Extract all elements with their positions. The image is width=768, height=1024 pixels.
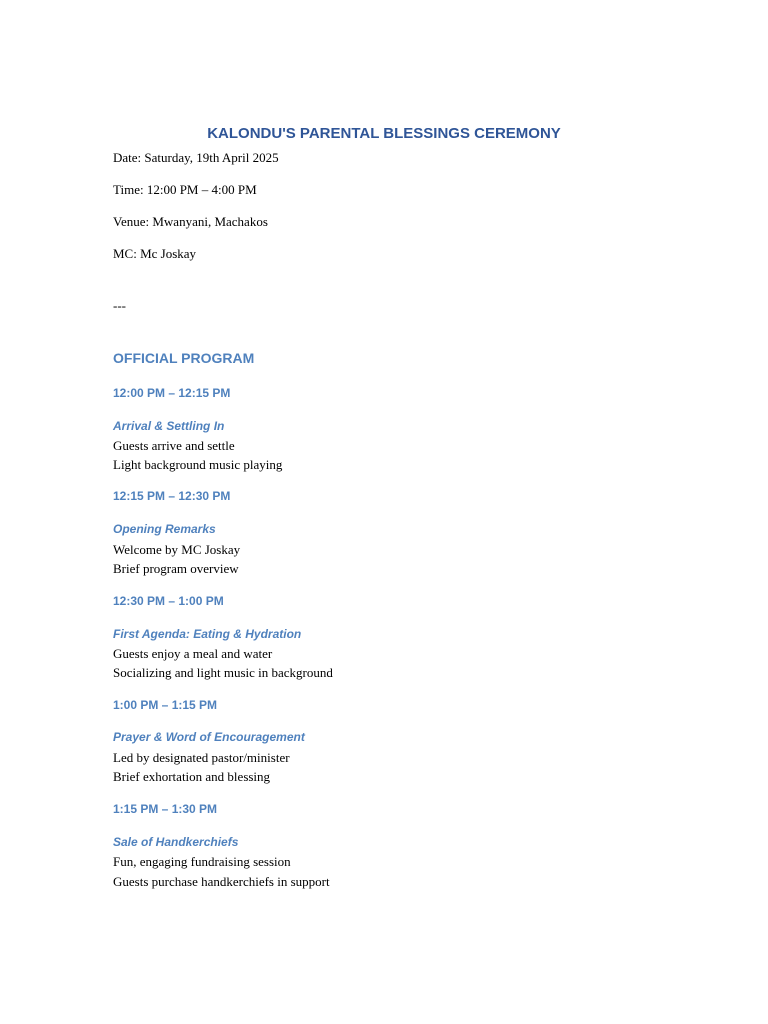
program-item-title: Opening Remarks xyxy=(113,522,216,536)
separator-text: --- xyxy=(113,298,126,313)
program-item-line: Guests enjoy a meal and water xyxy=(113,646,273,661)
event-date: Date: Saturday, 19th April 2025 xyxy=(113,150,279,165)
program-item-line: Guests purchase handkerchiefs in support xyxy=(113,874,330,889)
program-item-time: 12:00 PM – 12:15 PM xyxy=(113,386,231,400)
program-item-title: Prayer & Word of Encouragement xyxy=(113,730,305,744)
program-item-time: 12:30 PM – 1:00 PM xyxy=(113,594,224,608)
program-item-line: Led by designated pastor/minister xyxy=(113,750,290,765)
program-item-time: 12:15 PM – 12:30 PM xyxy=(113,489,231,503)
event-time: Time: 12:00 PM – 4:00 PM xyxy=(113,182,257,197)
program-item-time: 1:15 PM – 1:30 PM xyxy=(113,802,218,816)
program-item-line: Guests arrive and settle xyxy=(113,438,235,453)
program-item-title: First Agenda: Eating & Hydration xyxy=(113,627,302,641)
program-item-line: Brief program overview xyxy=(113,561,239,576)
event-mc: MC: Mc Joskay xyxy=(113,246,197,261)
event-venue: Venue: Mwanyani, Machakos xyxy=(113,214,268,229)
program-item-line: Socializing and light music in background xyxy=(113,665,333,680)
program-heading: OFFICIAL PROGRAM xyxy=(113,350,255,366)
program-item-line: Fun, engaging fundraising session xyxy=(113,854,291,869)
program-item-time: 1:00 PM – 1:15 PM xyxy=(113,698,218,712)
program-item-title: Sale of Handkerchiefs xyxy=(113,835,239,849)
document-title: KALONDU'S PARENTAL BLESSINGS CEREMONY xyxy=(207,125,561,142)
program-item-line: Brief exhortation and blessing xyxy=(113,769,271,784)
program-item-title: Arrival & Settling In xyxy=(113,419,225,433)
program-item-line: Welcome by MC Joskay xyxy=(113,542,241,557)
program-item-line: Light background music playing xyxy=(113,457,283,472)
